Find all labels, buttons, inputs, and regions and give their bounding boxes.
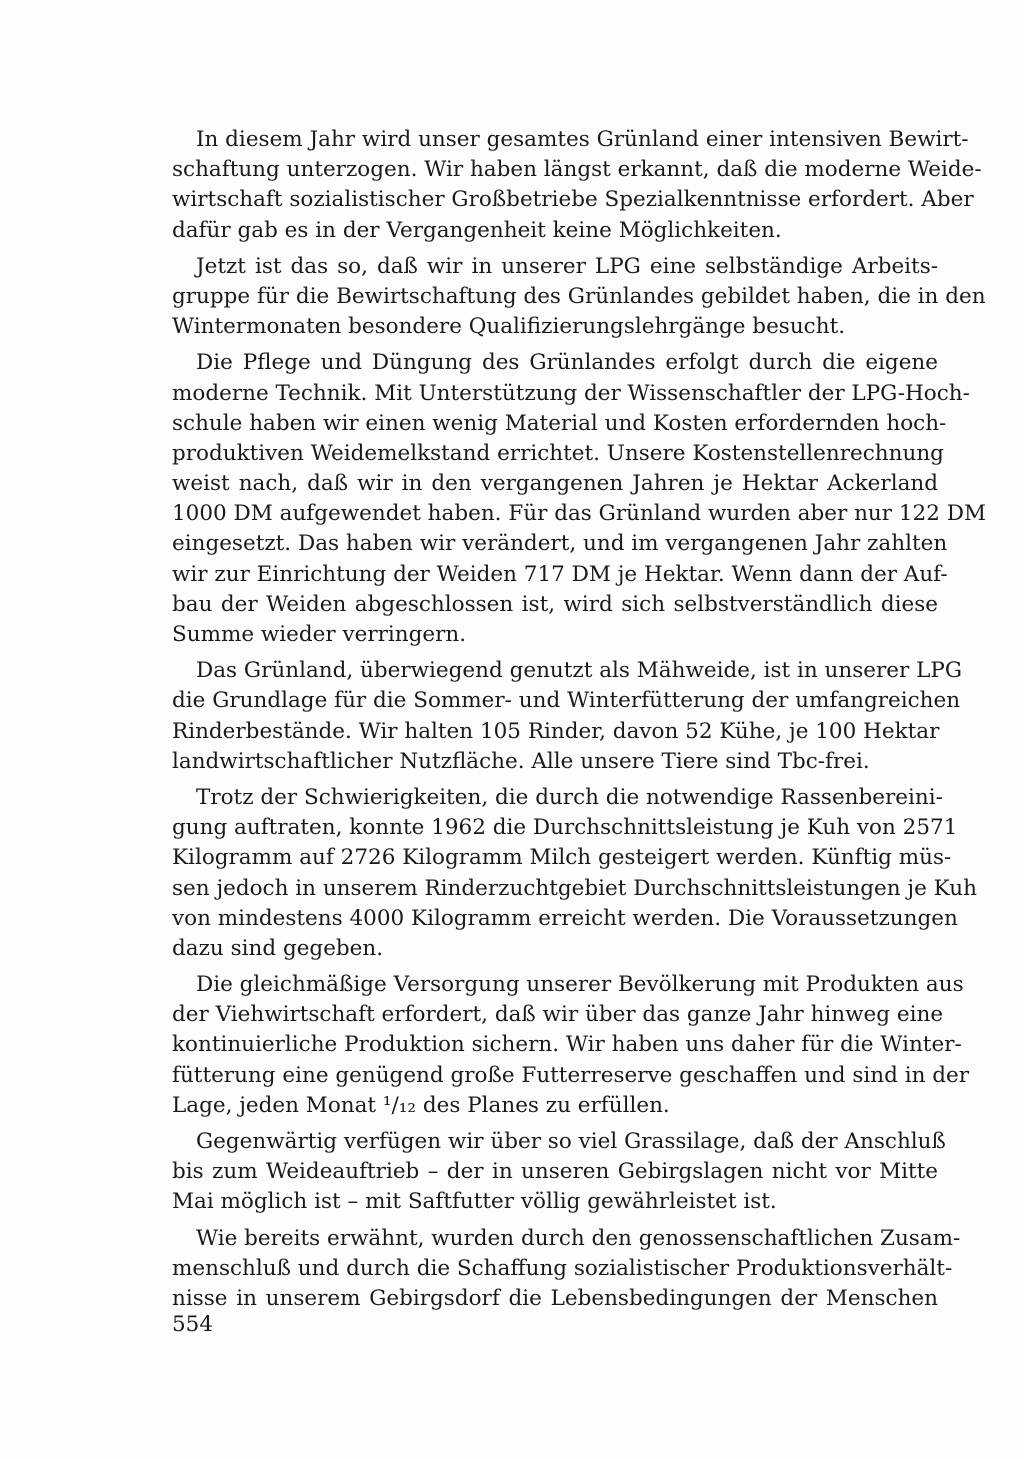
- text-line: schule haben wir einen wenig Material und Kosten erfordernden hoch-: [172, 410, 947, 436]
- text-line: Die Pflege und Düngung des Grünlandes erfolgt durch die eigene: [196, 350, 938, 376]
- text-line: Gegenwärtig verfügen wir über so viel Grassilage, daß der Anschluß: [196, 1129, 946, 1154]
- paragraph-6: [172, 970, 970, 1121]
- text-line: moderne Technik. Mit Unterstützung der Wissenschaftler der LPG-Hoch-: [172, 380, 970, 406]
- text-line: weist nach, daß wir in den vergangenen Jahren je Hektar Ackerland: [172, 471, 938, 497]
- text-line: bis zum Weideauftrieb – der in unseren Gebirgslagen nicht vor Mitte: [172, 1159, 938, 1185]
- text-line: Rinderbestände. Wir halten 105 Rinder, davon 52 Kühe, je 100 Hektar: [172, 718, 940, 744]
- text-line: Trotz der Schwierigkeiten, die durch die notwendige Rassenbereini-: [196, 784, 943, 810]
- text-line: produktiven Weidemelkstand errichtet. Unsere Kostenstellenrechnung: [172, 440, 944, 466]
- text-line: Mai möglich ist – mit Saftfutter völlig gewährleistet ist.: [172, 1189, 777, 1215]
- text-line: dazu sind gegeben.: [172, 935, 384, 961]
- paragraph-5: [172, 783, 977, 964]
- text-line: sen jedoch in unserem Rinderzuchtgebiet Durchschnittsleistungen je Kuh: [172, 875, 977, 901]
- paragraph-7: [172, 1127, 946, 1218]
- text-line: Jetzt ist das so, daß wir in unserer LPG eine selbständige Arbeits-: [196, 253, 938, 279]
- text-line: fütterung eine genügend große Futterreserve geschaffen und sind in der: [172, 1062, 970, 1088]
- text-line: wir zur Einrichtung der Weiden 717 DM je Hektar. Wenn dann der Auf-: [172, 561, 948, 587]
- paragraph-2: [172, 252, 986, 343]
- text-line: schaftung unterzogen. Wir haben längst erkannt, daß die moderne Weide-: [172, 157, 982, 183]
- text-line: menschluß und durch die Schaffung sozialistischer Produktionsverhält-: [172, 1255, 953, 1281]
- paragraph-1: [172, 125, 982, 246]
- text-line: kontinuierliche Produktion sichern. Wir haben uns daher für die Winter-: [172, 1032, 962, 1058]
- text-line: Wie bereits erwähnt, wurden durch den genossenschaftlichen Zusam-: [196, 1225, 961, 1251]
- text-line: der Viehwirtschaft erfordert, daß wir über das ganze Jahr hinweg eine: [172, 1002, 944, 1028]
- text-line: landwirtschaftlicher Nutzfläche. Alle unsere Tiere sind Tbc-frei.: [172, 748, 870, 774]
- text-line: Das Grünland, überwiegend genutzt als Mähweide, ist in unserer LPG: [196, 658, 963, 684]
- page-number: 554: [172, 1312, 214, 1337]
- text-line: gung auftraten, konnte 1962 die Durchschnittsleistung je Kuh von 2571: [172, 815, 958, 841]
- text-line: Die gleichmäßige Versorgung unserer Bevölkerung mit Produkten aus: [196, 972, 964, 998]
- paragraph-3: [172, 348, 986, 650]
- text-line: wirtschaft sozialistischer Großbetriebe Spezialkenntnisse erfordert. Aber: [172, 187, 974, 213]
- text-line: von mindestens 4000 Kilogramm erreicht werden. Die Voraussetzungen: [172, 905, 958, 931]
- text-line: In diesem Jahr wird unser gesamtes Grünland einer intensiven Bewirt-: [196, 127, 969, 152]
- text-line: nisse in unserem Gebirgsdorf die Lebensbedingungen der Menschen: [172, 1285, 938, 1311]
- paragraph-4: [172, 656, 963, 777]
- text-line: Lage, jeden Monat ¹/₁₂ des Planes zu erfüllen.: [172, 1092, 670, 1118]
- text-line: gruppe für die Bewirtschaftung des Grünlandes gebildet haben, die in den: [172, 283, 986, 309]
- text-line: 1000 DM aufgewendet haben. Für das Grünland wurden aber nur 122 DM: [172, 501, 986, 527]
- text-line: Wintermonaten besondere Qualifizierungslehrgänge besucht.: [172, 314, 846, 340]
- body-text: [172, 125, 986, 1314]
- text-line: die Grundlage für die Sommer- und Winterfütterung der umfangreichen: [172, 688, 961, 714]
- paragraph-8: [172, 1224, 961, 1315]
- text-line: eingesetzt. Das haben wir verändert, und im vergangenen Jahr zahlten: [172, 531, 948, 557]
- text-line: Kilogramm auf 2726 Kilogramm Milch gesteigert werden. Künftig müs-: [172, 845, 952, 871]
- text-line: dafür gab es in der Vergangenheit keine Möglichkeiten.: [172, 217, 782, 243]
- text-line: bau der Weiden abgeschlossen ist, wird sich selbstverständlich diese: [172, 591, 938, 617]
- text-line: Summe wieder verringern.: [172, 622, 467, 647]
